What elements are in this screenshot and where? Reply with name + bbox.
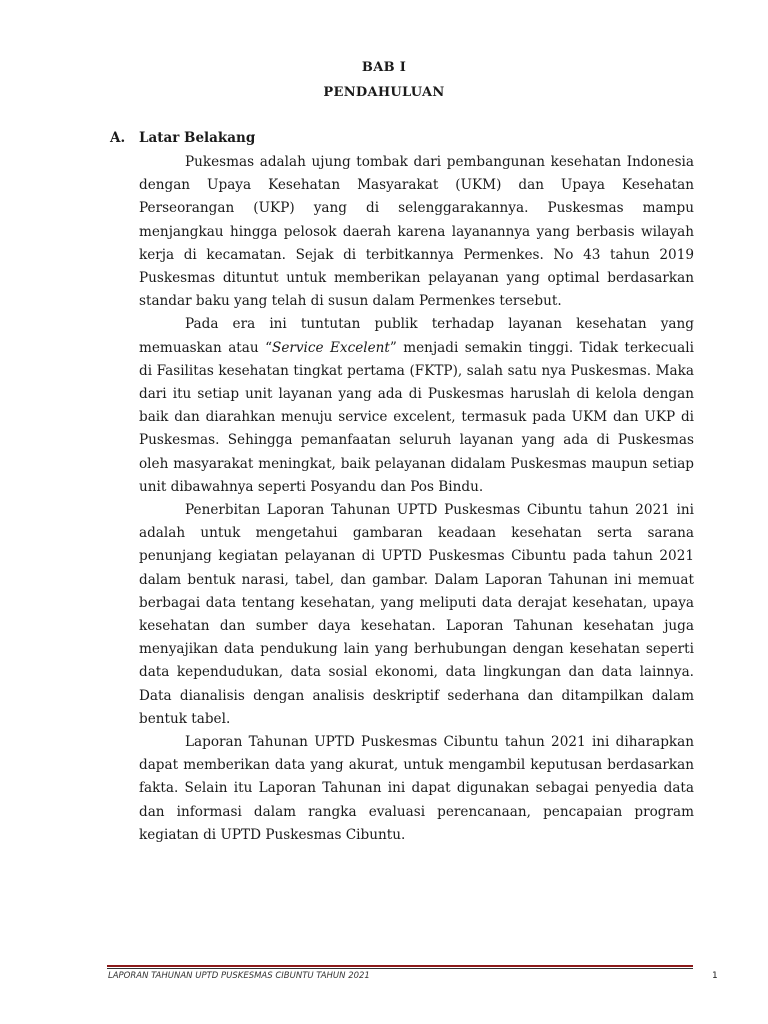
paragraph-text: Pada era ini tuntutan publik terhadap layanan kesehatan yang memuaskan atau “: [139, 316, 694, 356]
italic-term: Service Excelent: [272, 339, 390, 356]
footer-title: LAPORAN TAHUNAN UPTD PUSKESMAS CIBUNTU TAHUN 2021: [108, 971, 370, 981]
paragraph-text: ” menjadi semakin tinggi. Tidak terkecuali di Fasilitas kesehatan tingkat pertama (FKTP), salah satu nya Puskesmas. Maka dari itu setiap unit layanan yang ada di Puskesmas haruslah di kelola dengan baik dan diarahkan menuju service excelent, termasuk pada UKM dan UKP di Puskesmas. Sehingga pemanfaatan seluruh layanan yang ada di Puskesmas oleh masyarakat meningkat, baik pelayanan didalam Puskesmas maupun setiap unit dibawahnya seperti Posyandu dan Pos Bindu.: [139, 339, 694, 495]
section-title: Latar Belakang: [139, 130, 256, 146]
page-number: 1: [712, 971, 718, 981]
paragraph: [139, 313, 694, 499]
footer-divider-thin: [107, 968, 693, 969]
paragraph: Laporan Tahunan UPTD Puskesmas Cibuntu tahun 2021 ini diharapkan dapat memberikan data yang akurat, untuk mengambil keputusan berdasarkan fakta. Selain itu Laporan Tahunan ini dapat digunakan sebagai penyedia data dan informasi dalam rangka evaluasi perencanaan, pencapaian program kegiatan di UPTD Puskesmas Cibuntu.: [139, 734, 694, 843]
paragraph: Pukesmas adalah ujung tombak dari pembangunan kesehatan Indonesia dengan Upaya Kesehatan Masyarakat (UKM) dan Upaya Kesehatan Perseorangan (UKP) yang di selenggarakannya. Puskesmas mampu menjangkau hingga pelosok daerah karena layanannya yang berbasis wilayah kerja di kecamatan. Sejak di terbitkannya Permenkes. No 43 tahun 2019 Puskesmas dituntut untuk memberikan pelayanan yang optimal berdasarkan standar baku yang telah di susun dalam Permenkes tersebut.: [139, 154, 694, 310]
section-number: A.: [110, 130, 126, 146]
chapter-title: PENDAHULUAN: [323, 85, 445, 100]
paragraph: Penerbitan Laporan Tahunan UPTD Puskesmas Cibuntu tahun 2021 ini adalah untuk mengetahui gambaran keadaan kesehatan serta sarana penunjang kegiatan pelayanan di UPTD Puskesmas Cibuntu pada tahun 2021 dalam bentuk narasi, tabel, dan gambar. Dalam Laporan Tahunan ini memuat berbagai data tentang kesehatan, yang meliputi data derajat kesehatan, upaya kesehatan dan sumber daya kesehatan. Laporan Tahunan kesehatan juga menyajikan data pendukung lain yang berhubungan dengan kesehatan seperti data kependudukan, data sosial ekonomi, data lingkungan dan data lainnya. Data dianalisis dengan analisis deskriptif sederhana dan ditampilkan dalam bentuk tabel.: [139, 502, 694, 727]
chapter-heading: BAB I: [361, 60, 407, 75]
section-heading: [110, 130, 255, 146]
body-text: [139, 151, 694, 847]
footer-divider: [107, 965, 693, 967]
